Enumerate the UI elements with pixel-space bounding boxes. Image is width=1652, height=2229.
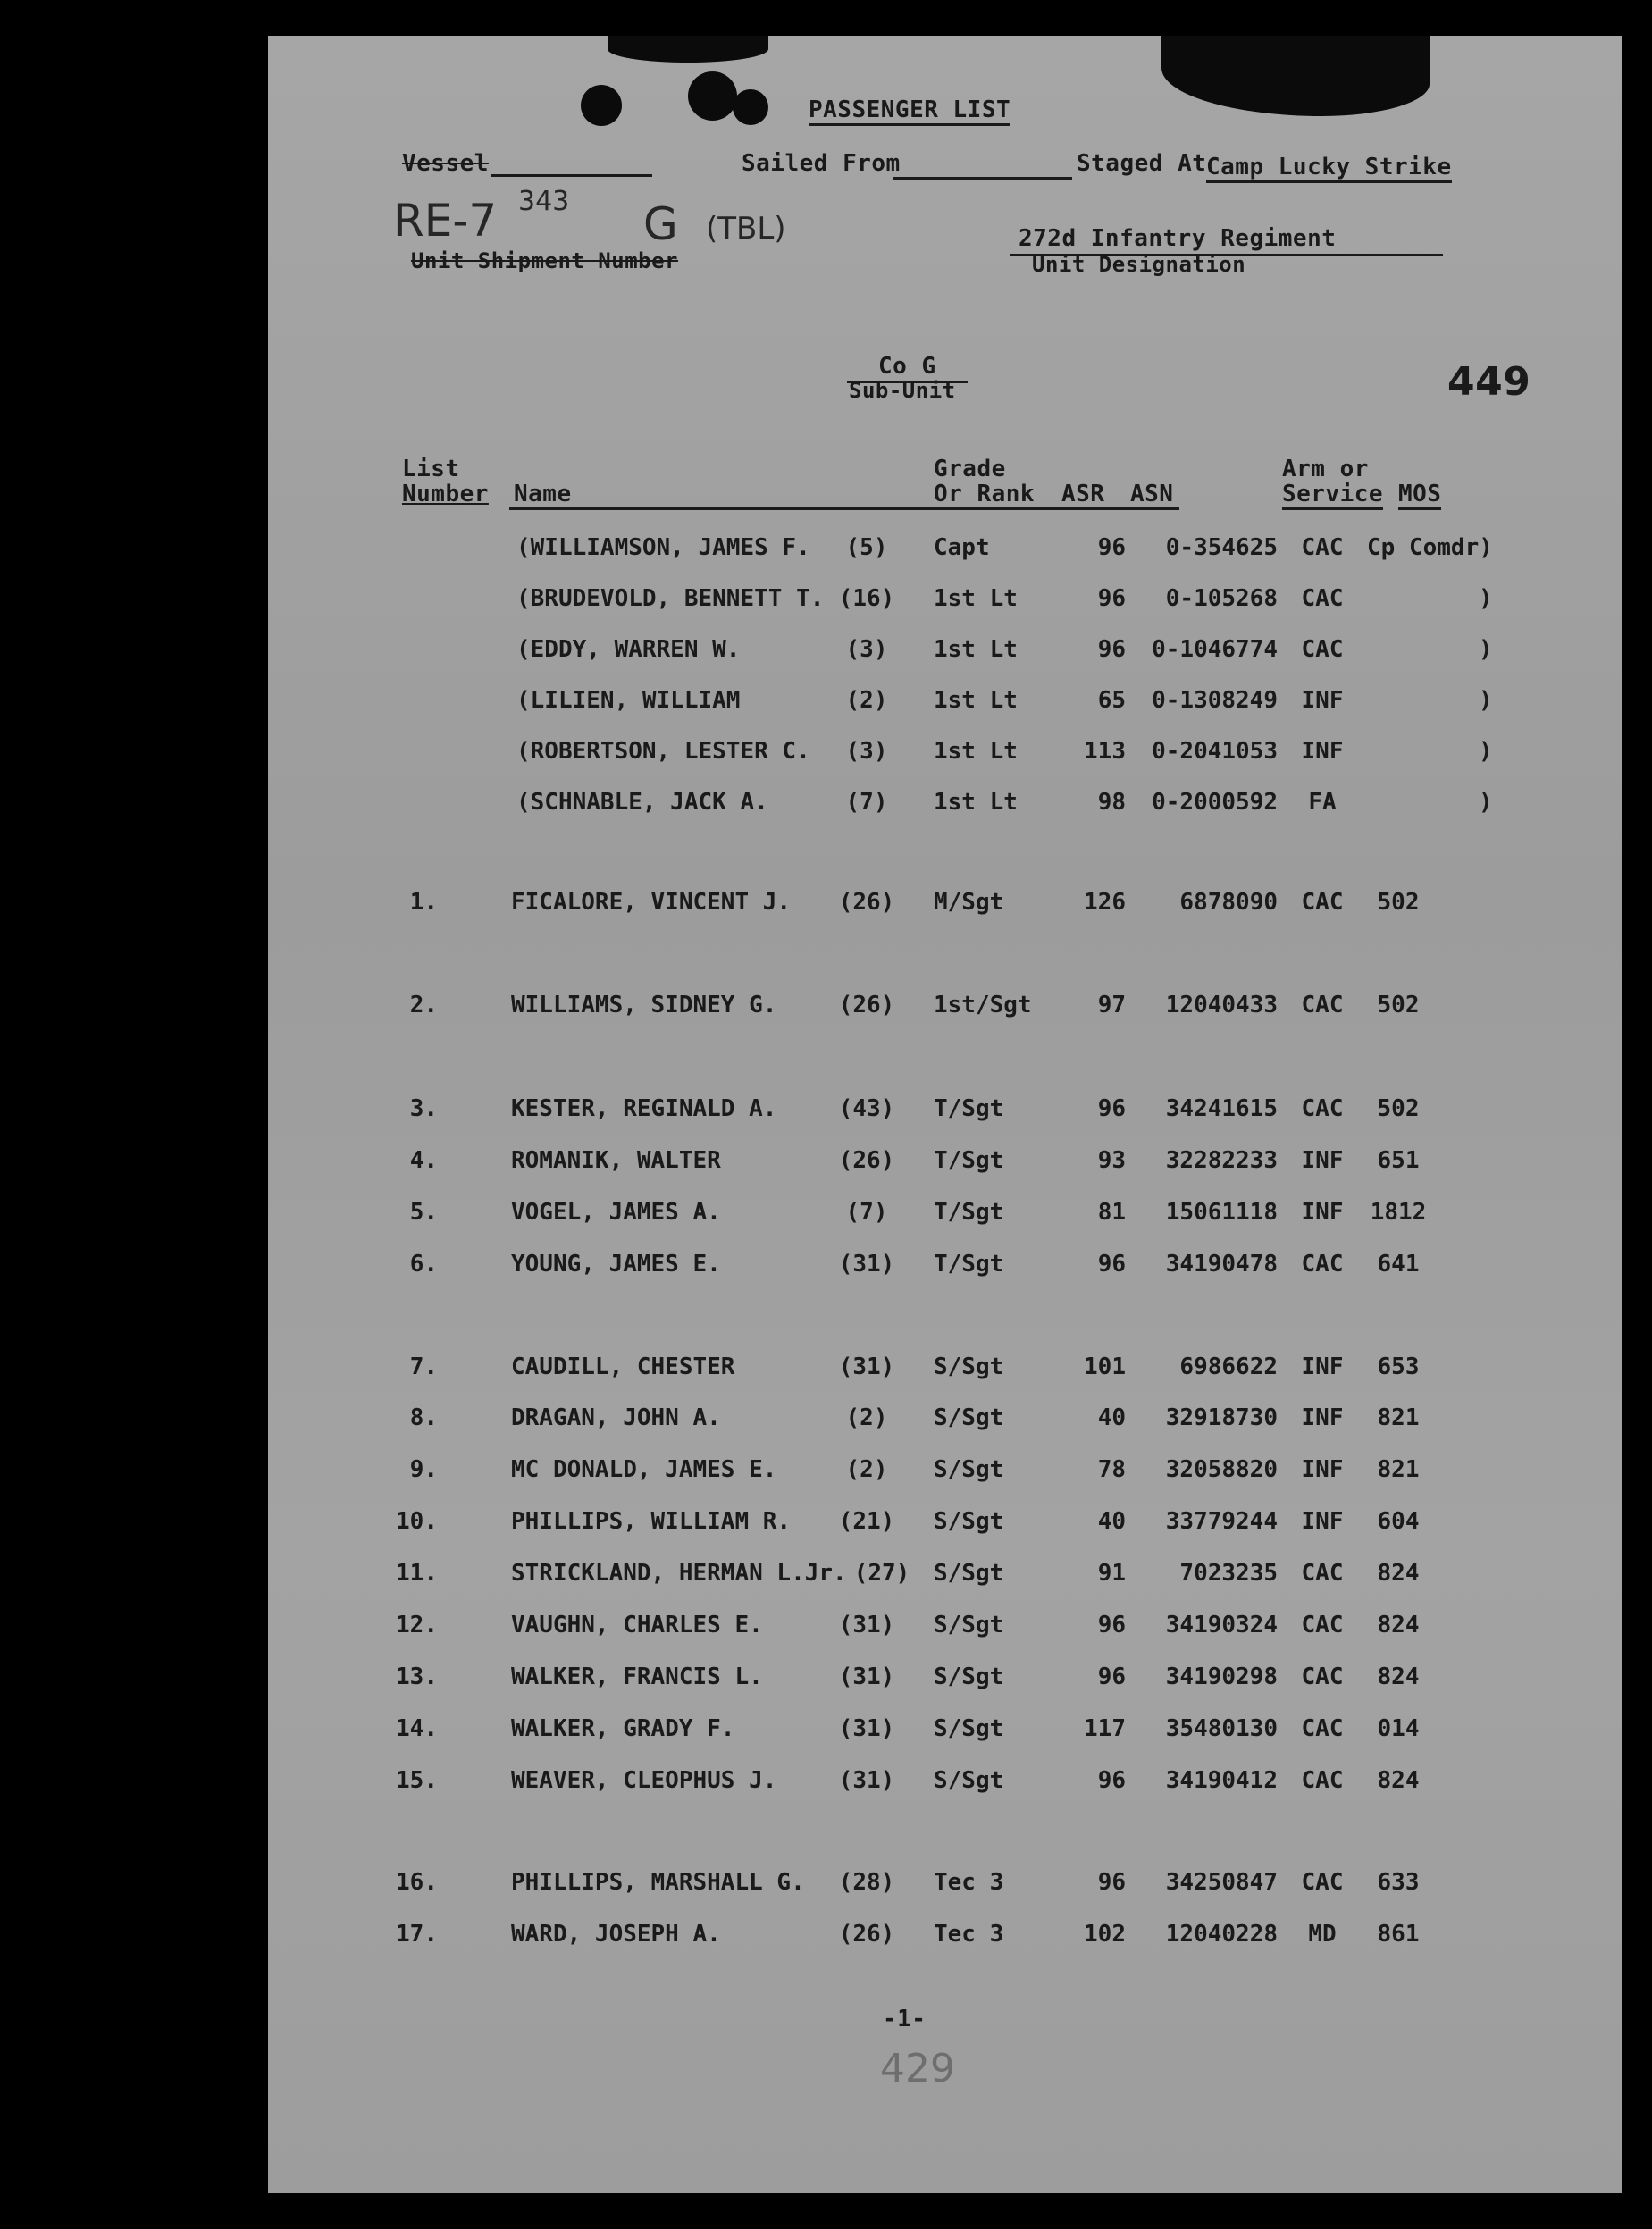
staged-at-label: Staged At — [1077, 150, 1207, 177]
officer-note: Cp Comdr) — [1367, 534, 1493, 561]
soldier-mos: 633 — [1377, 1869, 1420, 1896]
soldier-asr: 96 — [1097, 1663, 1126, 1690]
officer-asr: 96 — [1097, 534, 1126, 561]
list-number: 14. — [396, 1715, 438, 1742]
soldier-age: (26) — [838, 1921, 895, 1948]
officer-asr: 65 — [1097, 687, 1126, 714]
handwritten-page-number: 429 — [880, 2046, 955, 2091]
officer-row — [268, 687, 1622, 723]
list-number: 12. — [396, 1612, 438, 1638]
enlisted-row — [268, 992, 1622, 1027]
list-number: 3. — [409, 1095, 438, 1122]
unit-shipment-note: (TBL) — [706, 211, 786, 247]
enlisted-row — [268, 1612, 1622, 1647]
soldier-mos: 824 — [1377, 1663, 1420, 1690]
officer-row — [268, 738, 1622, 774]
soldier-age: (31) — [838, 1767, 895, 1794]
unit-designation-label: Unit Designation — [1032, 252, 1246, 277]
officer-asn: 0-1046774 — [1152, 636, 1278, 663]
col-grade-2: Or Rank — [934, 481, 1036, 507]
list-number: 13. — [396, 1663, 438, 1690]
unit-shipment-handwritten: RE-7 — [393, 195, 498, 247]
soldier-age: (31) — [838, 1251, 895, 1278]
soldier-age: (31) — [838, 1612, 895, 1638]
soldier-name: VOGEL, JAMES A. — [511, 1199, 721, 1226]
soldier-grade: M/Sgt — [934, 889, 1004, 916]
soldier-mos: 014 — [1377, 1715, 1420, 1742]
officer-name: (ROBERTSON, LESTER C. — [516, 738, 810, 765]
soldier-mos: 824 — [1377, 1612, 1420, 1638]
soldier-asr: 97 — [1097, 992, 1126, 1018]
officer-grade: 1st Lt — [934, 789, 1018, 816]
soldier-name: ROMANIK, WALTER — [511, 1147, 721, 1174]
soldier-asn: 34190324 — [1165, 1612, 1278, 1638]
col-arm-2: Service — [1282, 481, 1383, 510]
officer-grade: 1st Lt — [934, 687, 1018, 714]
soldier-grade: 1st/Sgt — [934, 992, 1032, 1018]
document-title: PASSENGER LIST — [809, 96, 1010, 126]
soldier-mos: 502 — [1377, 1095, 1420, 1122]
officer-age: (3) — [845, 738, 888, 765]
officer-note: ) — [1479, 687, 1493, 714]
soldier-grade: S/Sgt — [934, 1404, 1004, 1431]
soldier-arm: CAC — [1301, 1767, 1344, 1794]
list-number: 8. — [409, 1404, 438, 1431]
officer-name: (LILIEN, WILLIAM — [516, 687, 741, 714]
officer-row — [268, 585, 1622, 621]
soldier-mos: 604 — [1377, 1508, 1420, 1535]
soldier-asn: 35480130 — [1165, 1715, 1278, 1742]
soldier-arm: CAC — [1301, 992, 1344, 1018]
soldier-asn: 12040228 — [1165, 1921, 1278, 1948]
soldier-asr: 96 — [1097, 1869, 1126, 1896]
unit-shipment-letter: G — [643, 198, 678, 250]
enlisted-row — [268, 1404, 1622, 1440]
vessel-label: Vessel — [402, 150, 489, 177]
soldier-asn: 33779244 — [1165, 1508, 1278, 1535]
soldier-asn: 34241615 — [1165, 1095, 1278, 1122]
sailed-from-label: Sailed From — [742, 150, 901, 177]
soldier-grade: S/Sgt — [934, 1560, 1004, 1587]
soldier-asn: 15061118 — [1165, 1199, 1278, 1226]
soldier-asn: 12040433 — [1165, 992, 1278, 1018]
soldier-name: MC DONALD, JAMES E. — [511, 1456, 777, 1483]
col-mos: MOS — [1398, 481, 1441, 510]
list-number: 15. — [396, 1767, 438, 1794]
soldier-age: (28) — [838, 1869, 895, 1896]
soldier-mos: 821 — [1377, 1404, 1420, 1431]
officer-asn: 0-2000592 — [1152, 789, 1278, 816]
officer-age: (16) — [838, 585, 895, 612]
soldier-asn: 6878090 — [1179, 889, 1278, 916]
enlisted-row — [268, 1921, 1622, 1957]
sub-unit-value: Co G — [878, 353, 936, 380]
soldier-asr: 96 — [1097, 1767, 1126, 1794]
enlisted-row — [268, 1869, 1622, 1905]
enlisted-row — [268, 1767, 1622, 1803]
soldier-name: VAUGHN, CHARLES E. — [511, 1612, 763, 1638]
soldier-name: WALKER, GRADY F. — [511, 1715, 735, 1742]
soldier-grade: T/Sgt — [934, 1147, 1004, 1174]
soldier-age: (31) — [838, 1663, 895, 1690]
list-number: 6. — [409, 1251, 438, 1278]
soldier-name: WEAVER, CLEOPHUS J. — [511, 1767, 777, 1794]
enlisted-row — [268, 1560, 1622, 1596]
officer-asr: 96 — [1097, 585, 1126, 612]
soldier-age: (2) — [845, 1456, 888, 1483]
enlisted-row — [268, 1251, 1622, 1286]
soldier-asr: 40 — [1097, 1508, 1126, 1535]
soldier-arm: CAC — [1301, 1869, 1344, 1896]
page-number-marker: -1- — [883, 2006, 927, 2032]
officer-grade: 1st Lt — [934, 636, 1018, 663]
soldier-asn: 34190298 — [1165, 1663, 1278, 1690]
soldier-name: YOUNG, JAMES E. — [511, 1251, 721, 1278]
officer-asn: 0-1308249 — [1152, 687, 1278, 714]
unit-shipment-superscript: 343 — [518, 186, 570, 217]
officer-asr: 113 — [1084, 738, 1126, 765]
officer-name: (SCHNABLE, JACK A. — [516, 789, 768, 816]
soldier-age: (7) — [845, 1199, 888, 1226]
officer-arm: FA — [1308, 789, 1337, 816]
soldier-asr: 96 — [1097, 1095, 1126, 1122]
col-list-number-2: Number — [402, 481, 489, 507]
enlisted-row — [268, 1147, 1622, 1183]
soldier-arm: CAC — [1301, 1663, 1344, 1690]
list-number: 16. — [396, 1869, 438, 1896]
soldier-arm: INF — [1301, 1353, 1344, 1380]
soldier-grade: Tec 3 — [934, 1869, 1004, 1896]
soldier-arm: CAC — [1301, 1612, 1344, 1638]
sub-unit-label: Sub-Unit — [849, 378, 956, 403]
soldier-age: (27) — [853, 1560, 910, 1587]
soldier-age: (21) — [838, 1508, 895, 1535]
officer-arm: CAC — [1301, 636, 1344, 663]
officer-age: (3) — [845, 636, 888, 663]
soldier-mos: 641 — [1377, 1251, 1420, 1278]
soldier-arm: INF — [1301, 1456, 1344, 1483]
soldier-grade: T/Sgt — [934, 1251, 1004, 1278]
soldier-grade: S/Sgt — [934, 1612, 1004, 1638]
officer-row — [268, 636, 1622, 672]
officer-name: (WILLIAMSON, JAMES F. — [516, 534, 810, 561]
officer-note: ) — [1479, 636, 1493, 663]
binder-hole — [581, 85, 622, 126]
soldier-age: (31) — [838, 1715, 895, 1742]
soldier-arm: CAC — [1301, 1560, 1344, 1587]
soldier-mos: 824 — [1377, 1560, 1420, 1587]
soldier-mos: 502 — [1377, 889, 1420, 916]
col-asn: ASN — [1130, 481, 1173, 510]
soldier-mos: 861 — [1377, 1921, 1420, 1948]
soldier-arm: MD — [1308, 1921, 1337, 1948]
soldier-grade: Tec 3 — [934, 1921, 1004, 1948]
soldier-arm: INF — [1301, 1147, 1344, 1174]
soldier-asn: 34190478 — [1165, 1251, 1278, 1278]
soldier-name: KESTER, REGINALD A. — [511, 1095, 777, 1122]
officer-row — [268, 789, 1622, 825]
officer-grade: 1st Lt — [934, 585, 1018, 612]
soldier-name: WALKER, FRANCIS L. — [511, 1663, 763, 1690]
enlisted-row — [268, 1663, 1622, 1699]
officer-age: (7) — [845, 789, 888, 816]
soldier-asn: 32918730 — [1165, 1404, 1278, 1431]
soldier-asn: 34250847 — [1165, 1869, 1278, 1896]
col-asr: ASR — [1061, 481, 1104, 510]
enlisted-row — [268, 1095, 1622, 1131]
list-number: 4. — [409, 1147, 438, 1174]
soldier-asr: 117 — [1084, 1715, 1126, 1742]
soldier-age: (26) — [838, 889, 895, 916]
staged-at-value: Camp Lucky Strike — [1206, 154, 1452, 183]
col-arm-1: Arm or — [1282, 456, 1369, 482]
soldier-name: PHILLIPS, MARSHALL G. — [511, 1869, 805, 1896]
enlisted-row — [268, 1199, 1622, 1235]
soldier-asr: 96 — [1097, 1612, 1126, 1638]
soldier-name: WARD, JOSEPH A. — [511, 1921, 721, 1948]
soldier-asr: 93 — [1097, 1147, 1126, 1174]
list-number: 5. — [409, 1199, 438, 1226]
soldier-asn: 34190412 — [1165, 1767, 1278, 1794]
binder-hole — [688, 71, 737, 121]
soldier-age: (31) — [838, 1353, 895, 1380]
soldier-asr: 91 — [1097, 1560, 1126, 1587]
enlisted-row — [268, 889, 1622, 925]
officer-row — [268, 534, 1622, 570]
officer-grade: 1st Lt — [934, 738, 1018, 765]
officer-age: (2) — [845, 687, 888, 714]
soldier-grade: S/Sgt — [934, 1353, 1004, 1380]
officer-note: ) — [1479, 585, 1493, 612]
soldier-asn: 32058820 — [1165, 1456, 1278, 1483]
soldier-grade: S/Sgt — [934, 1456, 1004, 1483]
unit-designation-value: 272d Infantry Regiment — [1019, 225, 1337, 252]
soldier-age: (26) — [838, 992, 895, 1018]
soldier-arm: INF — [1301, 1508, 1344, 1535]
soldier-name: STRICKLAND, HERMAN L.Jr. — [511, 1560, 847, 1587]
soldier-asr: 101 — [1084, 1353, 1126, 1380]
officer-asn: 0-105268 — [1165, 585, 1278, 612]
officer-arm: CAC — [1301, 585, 1344, 612]
officer-asr: 96 — [1097, 636, 1126, 663]
soldier-age: (2) — [845, 1404, 888, 1431]
soldier-name: PHILLIPS, WILLIAM R. — [511, 1508, 792, 1535]
soldier-mos: 502 — [1377, 992, 1420, 1018]
list-number: 1. — [409, 889, 438, 916]
soldier-asr: 102 — [1084, 1921, 1126, 1948]
page-stamp: 449 — [1447, 359, 1531, 405]
officer-asr: 98 — [1097, 789, 1126, 816]
soldier-asn: 6986622 — [1179, 1353, 1278, 1380]
officer-arm: CAC — [1301, 534, 1344, 561]
unit-shipment-label: Unit Shipment Number — [411, 248, 678, 273]
soldier-mos: 653 — [1377, 1353, 1420, 1380]
soldier-name: DRAGAN, JOHN A. — [511, 1404, 721, 1431]
soldier-name: WILLIAMS, SIDNEY G. — [511, 992, 777, 1018]
torn-edge — [1161, 36, 1430, 116]
list-number: 10. — [396, 1508, 438, 1535]
soldier-arm: CAC — [1301, 1251, 1344, 1278]
soldier-arm: CAC — [1301, 1095, 1344, 1122]
sailed-from-blank — [893, 177, 1072, 180]
soldier-asr: 78 — [1097, 1456, 1126, 1483]
officer-asn: 0-2041053 — [1152, 738, 1278, 765]
soldier-mos: 651 — [1377, 1147, 1420, 1174]
list-number: 2. — [409, 992, 438, 1018]
vessel-blank — [491, 174, 652, 177]
soldier-name: FICALORE, VINCENT J. — [511, 889, 792, 916]
list-number: 17. — [396, 1921, 438, 1948]
col-name: Name — [514, 481, 572, 507]
document-page — [268, 36, 1622, 2193]
soldier-arm: CAC — [1301, 889, 1344, 916]
enlisted-row — [268, 1508, 1622, 1544]
soldier-mos: 824 — [1377, 1767, 1420, 1794]
soldier-asn: 32282233 — [1165, 1147, 1278, 1174]
officer-name: (BRUDEVOLD, BENNETT T. — [516, 585, 825, 612]
officer-asn: 0-354625 — [1165, 534, 1278, 561]
soldier-age: (43) — [838, 1095, 895, 1122]
soldier-asr: 126 — [1084, 889, 1126, 916]
soldier-mos: 821 — [1377, 1456, 1420, 1483]
soldier-asn: 7023235 — [1179, 1560, 1278, 1587]
soldier-age: (26) — [838, 1147, 895, 1174]
officer-name: (EDDY, WARREN W. — [516, 636, 741, 663]
enlisted-row — [268, 1715, 1622, 1751]
soldier-asr: 96 — [1097, 1251, 1126, 1278]
col-list-number-1: List — [402, 456, 460, 482]
list-number: 9. — [409, 1456, 438, 1483]
officer-grade: Capt — [934, 534, 990, 561]
soldier-grade: S/Sgt — [934, 1508, 1004, 1535]
soldier-name: CAUDILL, CHESTER — [511, 1353, 735, 1380]
enlisted-row — [268, 1353, 1622, 1389]
soldier-grade: S/Sgt — [934, 1663, 1004, 1690]
officer-arm: INF — [1301, 738, 1344, 765]
soldier-grade: S/Sgt — [934, 1767, 1004, 1794]
soldier-arm: INF — [1301, 1199, 1344, 1226]
soldier-asr: 40 — [1097, 1404, 1126, 1431]
soldier-mos: 1812 — [1370, 1199, 1427, 1226]
soldier-arm: CAC — [1301, 1715, 1344, 1742]
officer-note: ) — [1479, 738, 1493, 765]
soldier-grade: S/Sgt — [934, 1715, 1004, 1742]
list-number: 11. — [396, 1560, 438, 1587]
torn-edge — [608, 36, 768, 63]
officer-arm: INF — [1301, 687, 1344, 714]
soldier-grade: T/Sgt — [934, 1199, 1004, 1226]
col-grade-1: Grade — [934, 456, 1006, 482]
enlisted-row — [268, 1456, 1622, 1492]
binder-hole — [733, 89, 768, 125]
soldier-grade: T/Sgt — [934, 1095, 1004, 1122]
list-number: 7. — [409, 1353, 438, 1380]
officer-note: ) — [1479, 789, 1493, 816]
soldier-arm: INF — [1301, 1404, 1344, 1431]
soldier-asr: 81 — [1097, 1199, 1126, 1226]
officer-age: (5) — [845, 534, 888, 561]
